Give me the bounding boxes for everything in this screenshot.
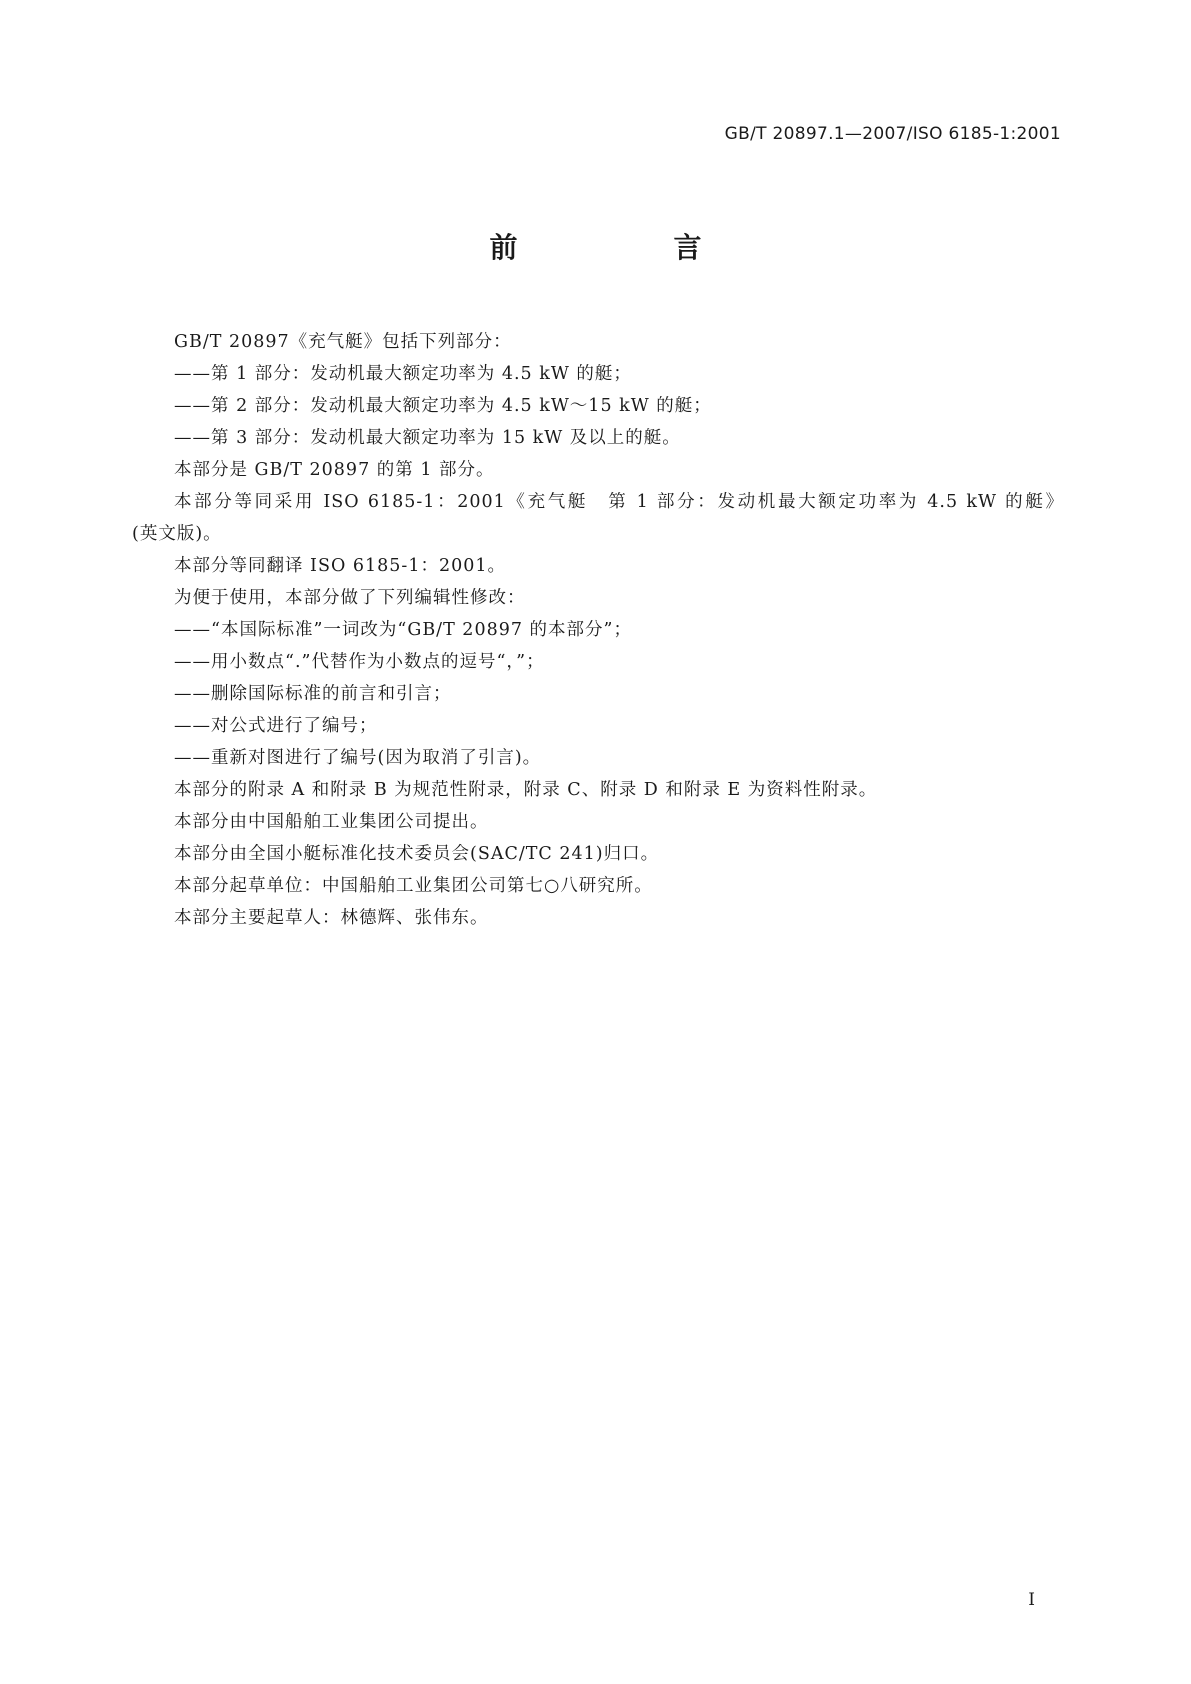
paragraph-translation: 本部分等同翻译 ISO 6185-1：2001。 [174,556,506,576]
list-item-editorial-5: ——重新对图进行了编号(因为取消了引言)。 [174,748,542,768]
list-item-editorial-4: ——对公式进行了编号； [174,716,378,736]
list-item-part-3: ——第 3 部分：发动机最大额定功率为 15 kW 及以上的艇。 [174,428,681,448]
list-item-part-1: ——第 1 部分：发动机最大额定功率为 4.5 kW 的艇； [174,364,632,384]
list-item-editorial-2: ——用小数点“.”代替作为小数点的逗号“，”； [174,652,545,672]
standard-code: GB/T 20897.1—2007/ISO 6185-1:2001 [724,124,1061,144]
paragraph-drafting-unit: 本部分起草单位：中国船舶工业集团公司第七○八研究所。 [174,876,653,896]
paragraph-adoption-continued: (英文版)。 [132,524,222,544]
paragraph-editorial-intro: 为便于使用，本部分做了下列编辑性修改： [174,588,526,608]
paragraph-drafters: 本部分主要起草人：林德辉、张伟东。 [174,908,489,928]
list-item-editorial-3: ——删除国际标准的前言和引言； [174,684,452,704]
foreword-body [132,326,1064,934]
page-number: I [1028,1590,1035,1610]
paragraph-this-part: 本部分是 GB/T 20897 的第 1 部分。 [174,460,495,480]
paragraph-adoption: 本部分等同采用 ISO 6185-1：2001《充气艇 第 1 部分：发动机最大额定功率为 4.5 kW 的艇》 [174,492,1064,512]
paragraph-centralized-by: 本部分由全国小艇标准化技术委员会(SAC/TC 241)归口。 [174,844,660,864]
paragraph-parts-intro: GB/T 20897《充气艇》包括下列部分： [174,332,512,352]
paragraph-proposed-by: 本部分由中国船舶工业集团公司提出。 [174,812,489,832]
page-title: 前 言 [489,231,766,264]
list-item-editorial-1: ——“本国际标准”一词改为“GB/T 20897 的本部分”； [174,620,632,640]
list-item-part-2: ——第 2 部分：发动机最大额定功率为 4.5 kW～15 kW 的艇； [174,396,712,416]
paragraph-annexes: 本部分的附录 A 和附录 B 为规范性附录，附录 C、附录 D 和附录 E 为资料性附录。 [174,780,878,800]
